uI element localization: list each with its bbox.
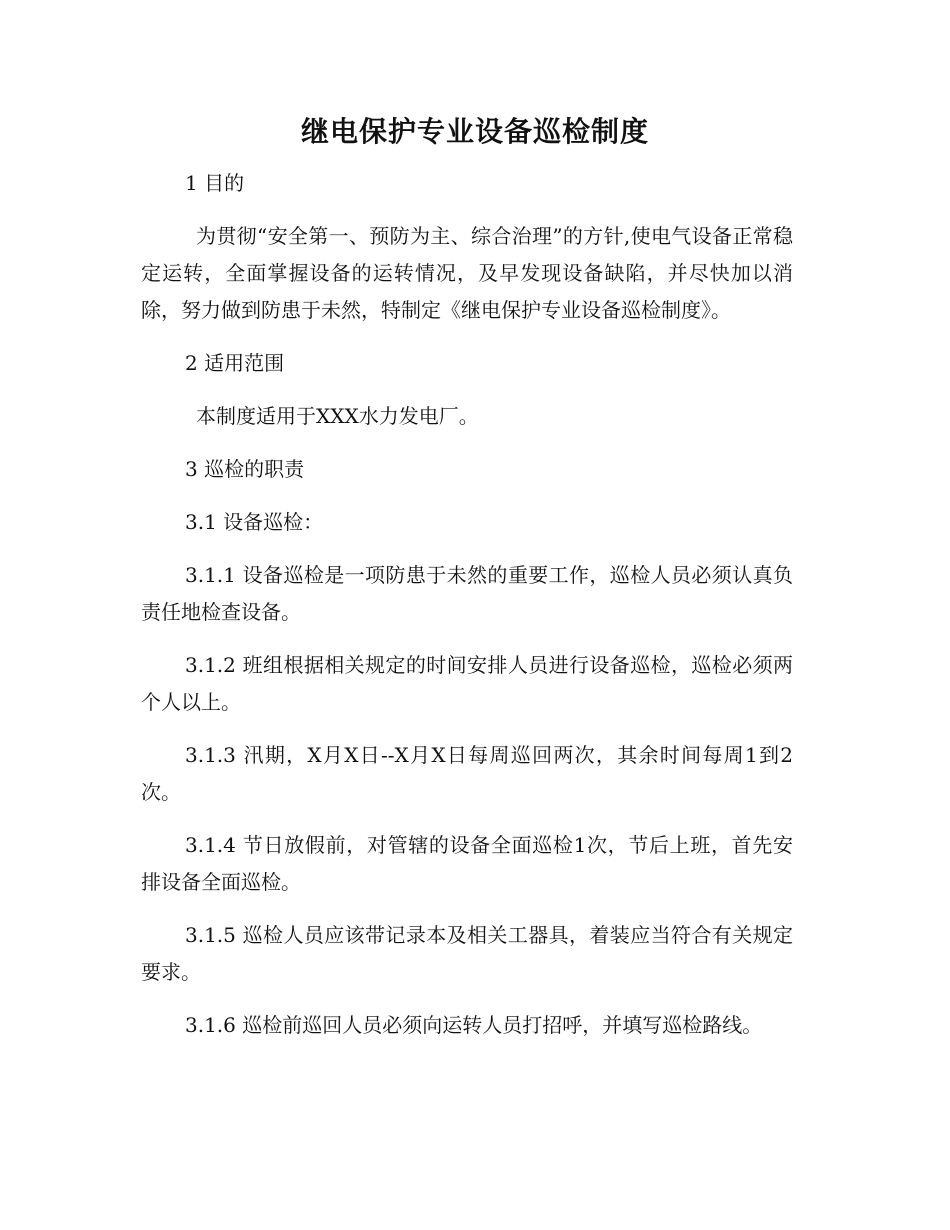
clause-3-1-5: 3.1.5 巡检人员应该带记录本及相关工器具，着装应当符合有关规定要求。 [141, 923, 793, 984]
clause-3-1-3: 3.1.3 汛期，X月X日--X月X日每周巡回两次，其余时间每周1到2次。 [141, 743, 793, 804]
clause-3-1-1: 3.1.1 设备巡检是一项防患于未然的重要工作，巡检人员必须认真负责任地检查设备。 [141, 563, 793, 624]
document-body [141, 165, 793, 1060]
paragraph-scope: 本制度适用于XXX水力发电厂。 [196, 404, 479, 428]
subsection-heading-equipment-inspection: 3.1 设备巡检： [185, 510, 324, 534]
clause-3-1-2: 3.1.2 班组根据相关规定的时间安排人员进行设备巡检，巡检必须两个人以上。 [141, 653, 793, 714]
section-heading-scope: 2 适用范围 [185, 351, 285, 375]
section-heading-purpose: 1 目的 [185, 171, 245, 195]
section-heading-duties: 3 巡检的职责 [185, 457, 305, 481]
clause-3-1-6: 3.1.6 巡检前巡回人员必须向运转人员打招呼，并填写巡检路线。 [185, 1013, 763, 1037]
document-title: 继电保护专业设备巡检制度 [300, 115, 649, 148]
paragraph-purpose: 为贯彻“安全第一、预防为主、综合治理”的方针,使电气设备正常稳定运转，全面掌握设备的运转情况，及早发现设备缺陷，并尽快加以消除，努力做到防患于未然，特制定《继电保护专业设备巡检制度》。 [141, 224, 793, 322]
clause-3-1-4: 3.1.4 节日放假前，对管辖的设备全面巡检1次，节后上班，首先安排设备全面巡检。 [141, 833, 793, 894]
